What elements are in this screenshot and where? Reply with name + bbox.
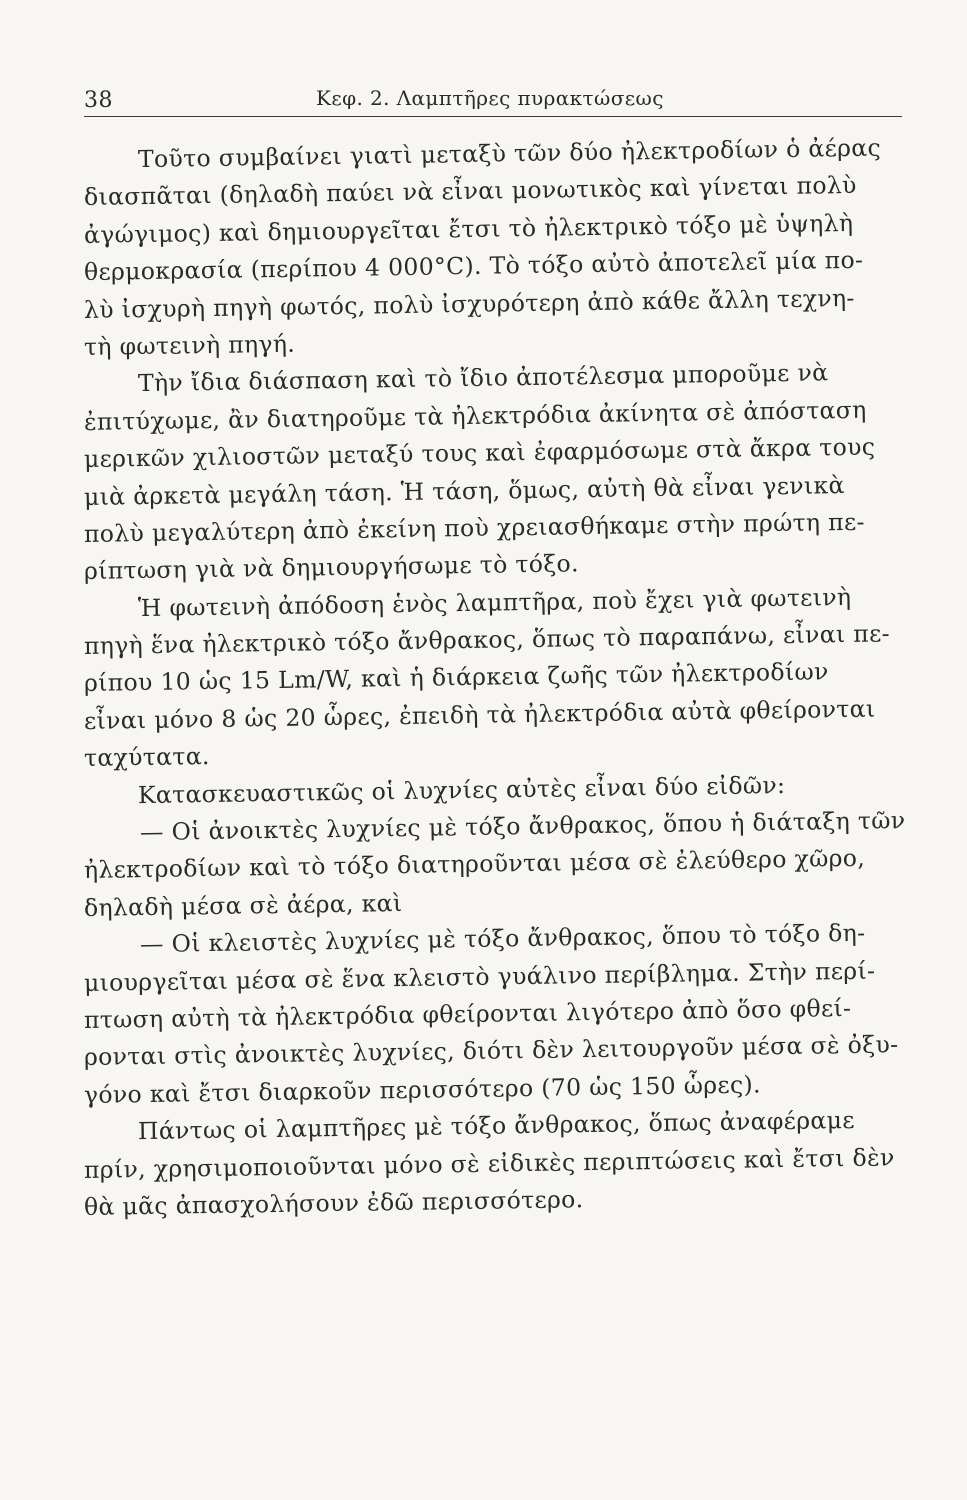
text-line: Πάντως οἱ λαμπτῆρες μὲ τόξο ἄνθρακος, ὅπως ἀναφέραμε: [137, 1106, 855, 1146]
text-line: διασπᾶται (δηλαδὴ παύει νὰ εἶναι μονωτικὸς καὶ γίνεται πολὺ: [83, 171, 857, 212]
text-line: πρίν, χρησιμοποιοῦνται μόνο σὲ εἰδικὲς περιπτώσεις καὶ ἔτσι δὲν: [83, 1142, 895, 1184]
text-line: μερικῶν χιλιοστῶν μεταξύ τους καὶ ἐφαρμόσωμε στὰ ἄκρα τους: [83, 432, 876, 474]
text-line: ρονται στὶς ἀνοικτὲς λυχνίες, διότι δὲν λειτουργοῦν μέσα σὲ ὀξυ-: [83, 1030, 899, 1072]
text-line: Ἡ φωτεινὴ ἀπόδοση ἑνὸς λαμπτῆρα, ποὺ ἔχει γιὰ φωτεινὴ: [137, 582, 852, 622]
text-line: ρίπου 10 ὡς 15 Lm/W, καὶ ἡ διάρκεια ζωῆς τῶν ἠλεκτροδίων: [83, 657, 829, 698]
text-line: ρίπτωση γιὰ νὰ δημιουργήσωμε τὸ τόξο.: [83, 549, 580, 586]
running-head: Κεφ. 2. Λαμπτῆρες πυρακτώσεως: [316, 86, 664, 110]
text-line: πηγὴ ἕνα ἠλεκτρικὸ τόξο ἄνθρακος, ὅπως τὸ παραπάνω, εἶναι πε-: [83, 619, 891, 661]
text-line: λὺ ἰσχυρὴ πηγὴ φωτός, πολὺ ἰσχυρότερη ἀπὸ κάθε ἄλλη τεχνη-: [83, 283, 855, 324]
page-number: 38: [84, 88, 113, 113]
text-line: — Οἱ κλειστὲς λυχνίες μὲ τόξο ἄνθρακος, ὅπου τὸ τόξο δη-: [139, 918, 866, 959]
text-line: ταχύτατα.: [83, 742, 210, 773]
text-line: δηλαδὴ μέσα σὲ ἀέρα, καὶ: [83, 888, 403, 922]
text-line: ἐπιτύχωμε, ἂν διατηροῦμε τὰ ἠλεκτρόδια ἀκίνητα σὲ ἀπόσταση: [83, 395, 867, 436]
text-line: ἀγώγιμος) καὶ δημιουργεῖται ἔτσι τὸ ἠλεκτρικὸ τόξο μὲ ὑψηλὴ: [83, 208, 854, 249]
text-line: θὰ μᾶς ἀπασχολήσουν ἐδῶ περισσότερο.: [83, 1185, 584, 1221]
text-line: ἠλεκτροδίων καὶ τὸ τόξο διατηροῦνται μέσα σὲ ἐλεύθερο χῶρο,: [83, 844, 866, 885]
text-line: πολὺ μεγαλύτερη ἀπὸ ἐκείνη ποὺ χρειασθήκαμε στὴν πρώτη πε-: [83, 507, 866, 548]
text-line: Τὴν ἴδια διάσπαση καὶ τὸ ἴδιο ἀποτέλεσμα μποροῦμε νὰ: [137, 358, 829, 398]
text-line: Κατασκευαστικῶς οἱ λυχνίες αὐτὲς εἶναι δύο εἰδῶν:: [137, 770, 786, 809]
text-line: γόνο καὶ ἔτσι διαρκοῦν περισσότερο (70 ὡς 150 ὧρες).: [83, 1070, 762, 1109]
page-header: [84, 82, 902, 117]
text-line: τὴ φωτεινὴ πηγή.: [83, 329, 296, 361]
text-line: θερμοκρασία (περίπου 4 000°C). Τὸ τόξο αὐτὸ ἀποτελεῖ μία πο-: [83, 245, 864, 287]
text-line: εἶναι μόνο 8 ὡς 20 ὧρες, ἐπειδὴ τὰ ἠλεκτρόδια αὐτὰ φθείρονται: [83, 694, 876, 735]
text-line: — Οἱ ἀνοικτὲς λυχνίες μὲ τόξο ἄνθρακος, ὅπου ἡ διάταξη τῶν: [139, 806, 906, 847]
text-line: μιὰ ἀρκετὰ μεγάλη τάση. Ἡ τάση, ὅμως, αὐτὴ θὰ εἶναι γενικὰ: [83, 470, 845, 511]
text-body: [83, 133, 934, 1226]
text-line: πτωση αὐτὴ τὰ ἠλεκτρόδια φθείρονται λιγότερο ἀπὸ ὅσο φθεί-: [83, 993, 852, 1034]
text-line: μιουργεῖται μέσα σὲ ἕνα κλειστὸ γυάλινο περίβλημα. Στὴν περί-: [83, 956, 876, 997]
text-line: Τοῦτο συμβαίνει γιατὶ μεταξὺ τῶν δύο ἠλεκτροδίων ὁ ἀέρας: [137, 133, 882, 174]
